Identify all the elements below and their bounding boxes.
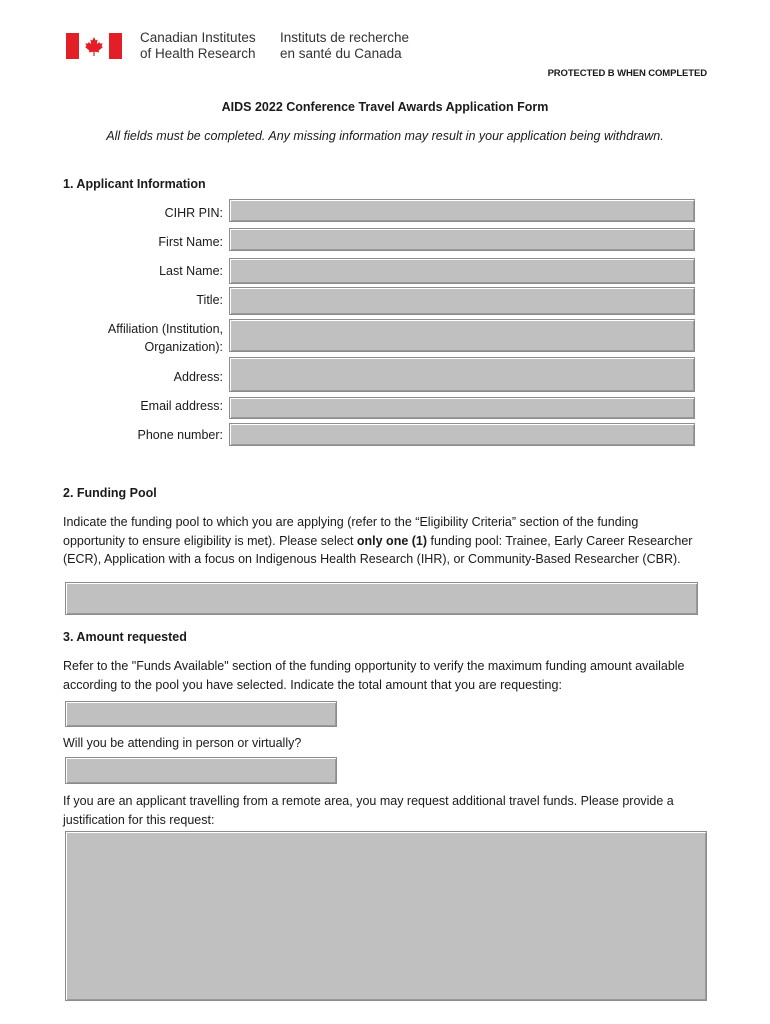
org-name-french-line1: Instituts de recherche: [280, 30, 410, 45]
org-name-french-line2: en santé du Canada: [280, 46, 402, 61]
title-field[interactable]: [229, 287, 695, 315]
attendance-field[interactable]: [65, 757, 337, 784]
phone-label: Phone number:: [137, 428, 223, 442]
email-field[interactable]: [229, 397, 695, 419]
section-heading-amount-requested: 3. Amount requested: [63, 630, 187, 644]
affiliation-field[interactable]: [229, 319, 695, 352]
first-name-label: First Name:: [158, 235, 223, 249]
affiliation-label-line2: Organization):: [144, 340, 223, 354]
attendance-question: Will you be attending in person or virtually?: [63, 736, 302, 750]
cihr-flag-logo: [66, 33, 122, 59]
first-name-field[interactable]: [229, 228, 695, 251]
org-name-english-line2: of Health Research: [140, 46, 256, 61]
email-label: Email address:: [140, 399, 223, 413]
phone-field[interactable]: [229, 423, 695, 446]
funding-pool-field[interactable]: [65, 582, 698, 615]
last-name-label: Last Name:: [159, 264, 223, 278]
title-label: Title:: [196, 293, 223, 307]
org-name-english: [140, 30, 256, 62]
affiliation-label: [108, 320, 223, 356]
last-name-field[interactable]: [229, 258, 695, 284]
address-field[interactable]: [229, 357, 695, 392]
amount-instructions: Refer to the "Funds Available" section of the funding opportunity to verify the maximum funding amount available according to the pool you have selected. Indicate the total amount that you are requesting:: [63, 659, 685, 692]
section-heading-applicant-information: 1. Applicant Information: [63, 177, 206, 191]
funding-pool-text-bold: only one (1): [356, 533, 428, 548]
remote-travel-instructions: If you are an applicant travelling from a remote area, you may request additional travel funds. Please provide a justification for this request:: [63, 794, 674, 827]
org-name-english-line1: Canadian Institutes: [140, 30, 256, 45]
cihr-pin-label: CIHR PIN:: [164, 206, 223, 220]
address-label: Address:: [173, 370, 223, 384]
funding-pool-text-before: Indicate the funding pool to which you are applying (refer to the “Eligibility Criteria” section of the funding opportunity to ensure eligibility is met). Please select: [63, 515, 639, 548]
form-title: AIDS 2022 Conference Travel Awards Application Form: [221, 100, 549, 114]
form-instructions: All fields must be completed. Any missing information may result in your application being withdrawn.: [106, 129, 664, 143]
protected-label: PROTECTED B WHEN COMPLETED: [547, 68, 707, 79]
affiliation-label-line1: Affiliation (Institution,: [107, 322, 223, 336]
org-name-french: [280, 30, 409, 62]
funding-pool-instructions: [63, 513, 703, 569]
section-heading-funding-pool: 2. Funding Pool: [63, 486, 157, 500]
amount-field[interactable]: [65, 701, 337, 727]
cihr-pin-field[interactable]: [229, 199, 695, 222]
remote-justification-field[interactable]: [65, 831, 707, 1001]
funding-pool-text-after: funding pool: Trainee, Early Career Researcher (ECR), Application with a focus on Indigenous Health Research (IHR), or Community-Based Researcher (CBR).: [63, 533, 693, 566]
